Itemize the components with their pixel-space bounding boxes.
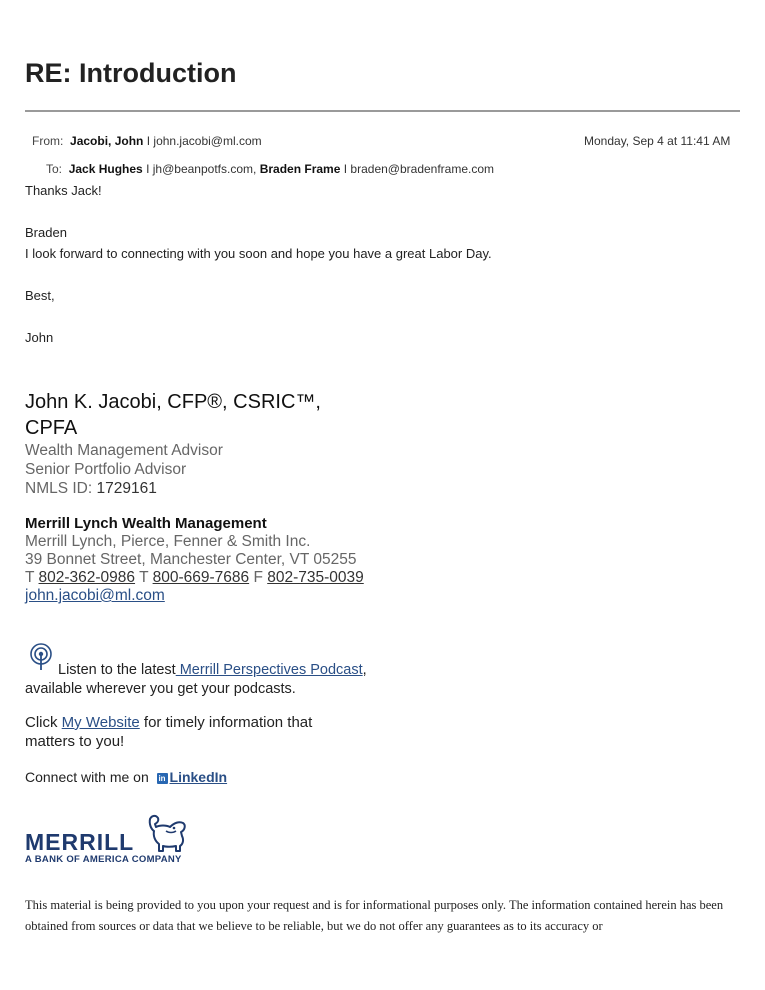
linkedin-icon: in [158, 774, 166, 783]
phone-1-link[interactable]: 802-362-0986 [38, 569, 136, 586]
website-line-2: matters to you! [25, 733, 125, 750]
fax-link[interactable]: 802-735-0039 [267, 569, 364, 586]
signature-legal-entity: Merrill Lynch, Pierce, Fenner & Smith Inc. [25, 533, 311, 550]
disclaimer-text: This material is being provided to you upon your request and is for informational purposes only. The information contained herein has been obtained from sources or data that we believe to be reliable, but we do not offer any guarantees as to its accuracy or [25, 898, 724, 933]
website-line [25, 714, 312, 732]
podcast-line-2: available wherever you get your podcasts. [25, 681, 296, 697]
podcast-line [58, 661, 367, 679]
phone-2-label: T [139, 569, 149, 586]
linkedin-link[interactable]: LinkedIn [169, 769, 228, 785]
phone-1-label: T [25, 569, 35, 586]
nmls-id: 1729161 [96, 480, 157, 497]
connect-text: Connect with me on [25, 769, 149, 785]
body-line-braden: Braden [25, 225, 67, 240]
to-line [46, 162, 494, 176]
fax-label: F [253, 569, 263, 586]
signature-email-link[interactable]: john.jacobi@ml.com [25, 587, 165, 604]
connect-line [25, 768, 227, 786]
my-website-link[interactable]: My Website [61, 714, 140, 731]
signature-email-row [25, 587, 165, 605]
to-recipient-2-separator: I [343, 162, 348, 176]
email-subject: RE: Introduction [25, 58, 237, 88]
body-line-john: John [25, 330, 54, 345]
email-date: Monday, Sep 4 at 11:41 AM [584, 134, 731, 148]
to-recipient-1-separator: I [146, 162, 150, 176]
signature-phones [25, 569, 364, 587]
podcast-icon [29, 643, 53, 671]
to-recipient-1-email: jh@beanpotfs.com, [152, 162, 257, 176]
signature-company: Merrill Lynch Wealth Management [25, 515, 267, 532]
signature-title-2: Senior Portfolio Advisor [25, 461, 187, 478]
body-line-message: I look forward to connecting with you soon and hope you have a great Labor Day. [25, 246, 492, 261]
signature-address: 39 Bonnet Street, Manchester Center, VT 05255 [25, 551, 357, 568]
nmls-label: NMLS ID: [25, 480, 93, 497]
from-separator: I [146, 134, 151, 148]
body-line-best: Best, [25, 288, 55, 303]
podcast-link[interactable]: Merrill Perspectives Podcast [175, 662, 363, 678]
merrill-tagline: A BANK OF AMERICA COMPANY [25, 854, 182, 865]
header-divider [25, 110, 740, 112]
to-label: To: [46, 162, 63, 176]
from-email: john.jacobi@ml.com [153, 134, 262, 148]
signature-name-line2: CPFA [25, 417, 78, 439]
from-name: Jacobi, John [70, 134, 144, 148]
to-recipient-1-name: Jack Hughes [68, 162, 143, 176]
to-recipient-2-email: braden@bradenframe.com [350, 162, 495, 176]
podcast-post-text: , [362, 662, 367, 678]
from-line [32, 134, 262, 148]
podcast-pre-text: Listen to the latest [58, 662, 176, 678]
signature-nmls [25, 480, 157, 498]
signature-title-1: Wealth Management Advisor [25, 442, 223, 459]
website-pre-text: Click [25, 714, 62, 731]
to-recipient-2-name: Braden Frame [259, 162, 341, 176]
bull-logo-icon [146, 813, 188, 853]
phone-2-link[interactable]: 800-669-7686 [152, 569, 250, 586]
signature-name-line1: John K. Jacobi, CFP®, CSRIC™, [25, 391, 321, 413]
website-post-text: for timely information that [139, 714, 313, 731]
from-label: From: [32, 134, 64, 148]
body-line-thanks: Thanks Jack! [25, 183, 102, 198]
merrill-wordmark: MERRILL [25, 829, 135, 855]
